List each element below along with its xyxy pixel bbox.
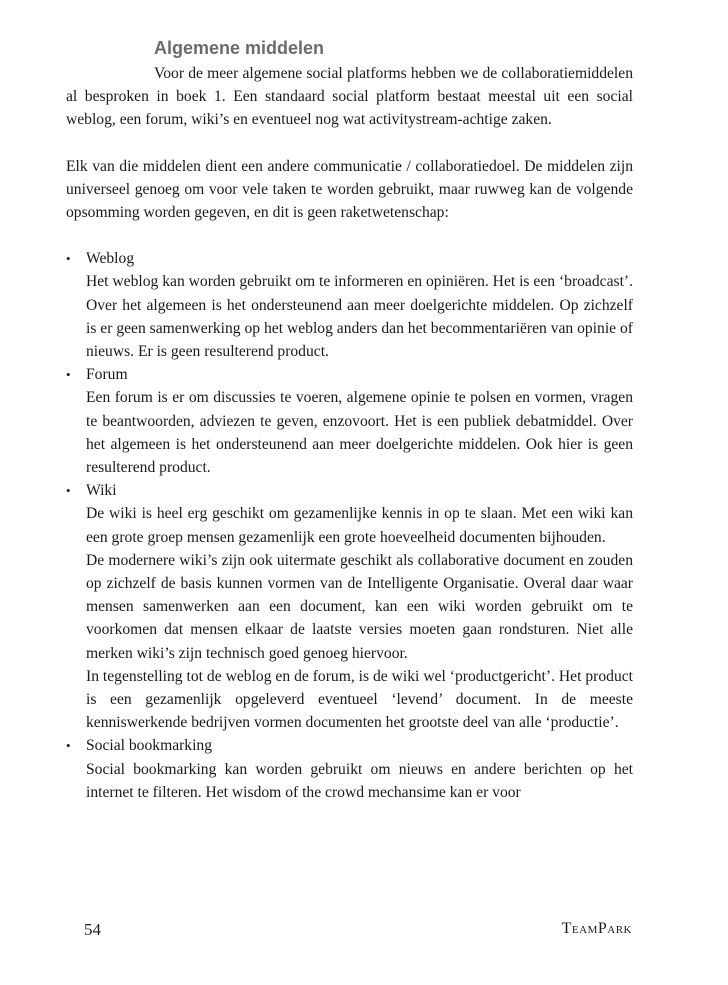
bullet-icon: • bbox=[66, 738, 71, 754]
bullet-icon: • bbox=[66, 367, 71, 383]
list-item-forum bbox=[66, 363, 633, 479]
list-item-text: Social bookmarking kan worden gebruikt om nieuws en andere berichten op het internet te filteren. Het wisdom of the crowd mechansime kan er voor bbox=[86, 760, 633, 801]
page-body bbox=[66, 36, 633, 804]
paragraph-gap bbox=[66, 132, 633, 155]
intro-paragraph: Voor de meer algemene social platforms hebben we de collaboratiemiddelen al besproken in boek 1. Een standaard social platform bestaat meestal uit een social weblog, een forum, wiki’s en eventueel nog wat activitystream-achtige zaken. bbox=[66, 65, 633, 129]
running-title: TeamPark bbox=[561, 920, 632, 937]
list-item-text: De modernere wiki’s zijn ook uitermate geschikt als collaborative document en zouden op zichzelf de basis kunnen vormen van de Intelligente Organisatie. Overal daar waar mensen samenwerken aan een document, kan een wiki worden gebruikt om te voorkomen dat mensen elkaar de laatste versies moeten gaan rondsturen. Niet alle merken wiki’s zijn technisch goed genoeg hiervoor. bbox=[86, 551, 633, 662]
tools-list bbox=[66, 247, 633, 804]
list-item-title: Forum bbox=[86, 366, 128, 384]
list-item-weblog bbox=[66, 247, 633, 363]
list-item-title: Social bookmarking bbox=[86, 737, 213, 755]
list-item-text: Het weblog kan worden gebruikt om te informeren en opiniëren. Het is een ‘broadcast’. Over het algemeen is het ondersteunend aan meer doelgerichte middelen. Op zichzelf is er geen samenwerking op het weblog anders dan het becommentariëren van opinie of nieuws. Er is geen resulterend product. bbox=[86, 273, 633, 361]
overview-paragraph: Elk van die middelen dient een andere communicatie / collaboratiedoel. De middelen zijn universeel genoeg om voor vele taken te worden gebruikt, maar ruwweg kan de volgende opsomming worden gegeven, en dit is geen raketwetenschap: bbox=[66, 157, 633, 222]
list-item-title: Wiki bbox=[86, 482, 117, 500]
bullet-icon: • bbox=[66, 483, 71, 499]
list-item-title: Weblog bbox=[86, 250, 135, 268]
page-footer bbox=[84, 920, 632, 946]
list-item-wiki bbox=[66, 479, 633, 734]
page-number: 54 bbox=[84, 920, 101, 939]
list-item-social-bookmarking bbox=[66, 734, 633, 804]
section-heading: Algemene middelen bbox=[154, 38, 325, 58]
list-item-text: De wiki is heel erg geschikt om gezamenlijke kennis in op te slaan. Met een wiki kan een grote groep mensen gezamenlijk een grote hoeveelheid documenten bijhouden. bbox=[86, 505, 633, 546]
list-item-text: In tegenstelling tot de weblog en de forum, is de wiki wel ‘productgericht’. Het product is een gezamenlijk opgeleverd eventueel ‘levend’ document. In de meeste kenniswerkende bedrijven vormen documenten het grootste deel van alle ‘productie’. bbox=[86, 667, 633, 732]
paragraph-gap bbox=[66, 224, 633, 247]
bullet-icon: • bbox=[66, 251, 71, 267]
list-item-text: Een forum is er om discussies te voeren, algemene opinie te polsen en vormen, vragen te beantwoorden, adviezen te geven, enzovoort. Het is een publiek debatmiddel. Over het algemeen is het ondersteunend aan meer doelgerichte middelen. Ook hier is geen resulterend product. bbox=[86, 389, 633, 477]
